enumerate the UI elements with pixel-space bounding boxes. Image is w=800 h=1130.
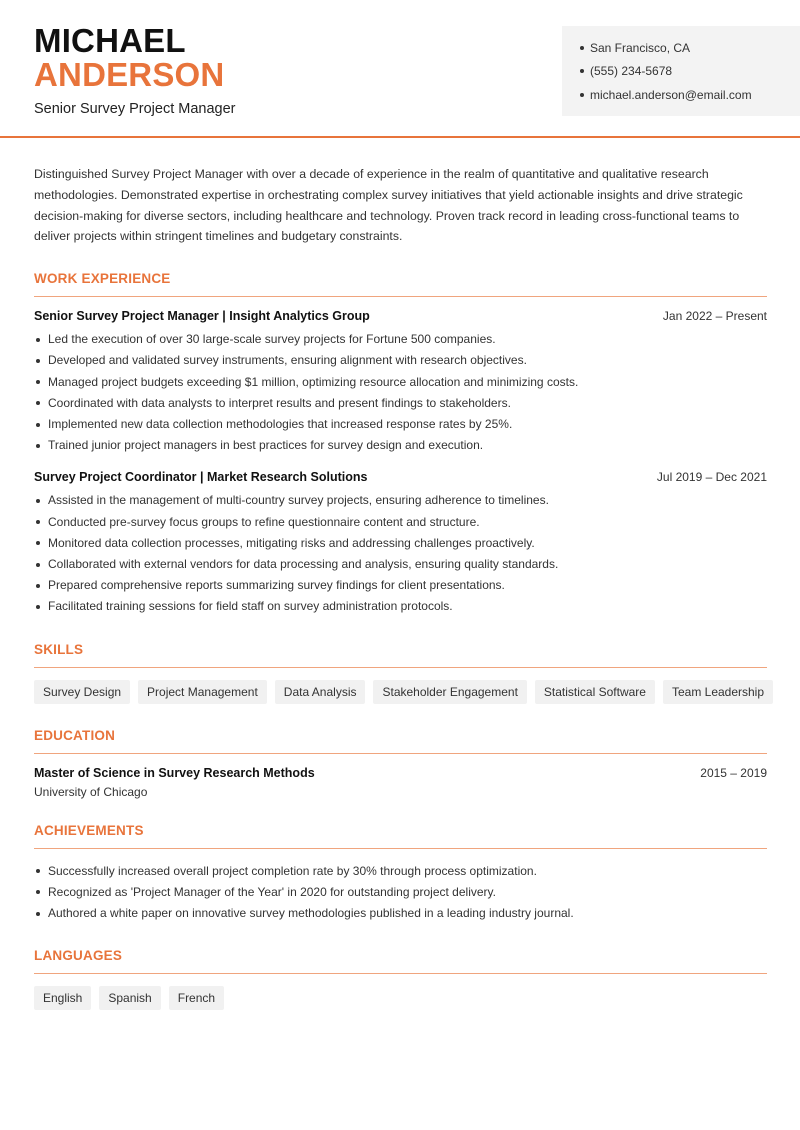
- skill-tag: Data Analysis: [275, 680, 366, 704]
- list-item-text: Developed and validated survey instruments, ensuring alignment with research objectives.: [48, 353, 527, 368]
- skill-tag: Team Leadership: [663, 680, 773, 704]
- list-item-text: Authored a white paper on innovative survey methodologies published in a leading industry journal.: [48, 906, 574, 921]
- bullet-icon: [580, 69, 584, 73]
- languages-tags: [34, 986, 767, 1010]
- skill-tag: Survey Design: [34, 680, 130, 704]
- list-item: [34, 533, 767, 554]
- job-header: [34, 470, 767, 484]
- contact-location-text: San Francisco, CA: [590, 40, 691, 55]
- list-item: [34, 393, 767, 414]
- skills-heading: SKILLS: [34, 642, 767, 668]
- bullet-icon: [36, 869, 40, 873]
- education-dates: 2015 – 2019: [700, 765, 767, 780]
- resume-header: [0, 0, 800, 138]
- bullet-icon: [36, 912, 40, 916]
- bullet-icon: [36, 423, 40, 427]
- job-header: [34, 309, 767, 323]
- job-bullets: [34, 329, 767, 456]
- language-tag: French: [169, 986, 224, 1010]
- skills-tags: [34, 680, 767, 704]
- list-item-text: Assisted in the management of multi-country survey projects, ensuring adherence to timelines.: [48, 493, 549, 508]
- achievements-list: [34, 861, 767, 925]
- list-item: [34, 861, 767, 882]
- job-entry: [34, 470, 767, 617]
- list-item: [34, 490, 767, 511]
- job-title-line: Survey Project Coordinator | Market Research Solutions: [34, 470, 368, 485]
- languages-heading: LANGUAGES: [34, 948, 767, 974]
- language-tag: Spanish: [99, 986, 160, 1010]
- contact-box: [562, 26, 800, 116]
- contact-email-text: michael.anderson@email.com: [590, 87, 752, 102]
- list-item-text: Monitored data collection processes, mitigating risks and addressing challenges proactively.: [48, 535, 535, 550]
- skill-tag: Stakeholder Engagement: [373, 680, 526, 704]
- bullet-icon: [36, 541, 40, 545]
- job-entry: [34, 309, 767, 456]
- list-item-text: Managed project budgets exceeding $1 million, optimizing resource allocation and minimizing costs.: [48, 374, 579, 389]
- work-experience-heading: WORK EXPERIENCE: [34, 271, 767, 297]
- bullet-icon: [580, 46, 584, 50]
- resume-body: [34, 164, 767, 1010]
- list-item: [34, 435, 767, 456]
- list-item: [34, 882, 767, 903]
- list-item: [34, 414, 767, 435]
- contact-email: [580, 83, 800, 107]
- list-item-text: Coordinated with data analysts to interpret results and present findings to stakeholders.: [48, 395, 511, 410]
- skill-tag: Project Management: [138, 680, 267, 704]
- education-entry: [34, 766, 767, 799]
- bullet-icon: [36, 605, 40, 609]
- bullet-icon: [580, 93, 584, 97]
- bullet-icon: [36, 520, 40, 524]
- job-bullets: [34, 490, 767, 617]
- last-name: ANDERSON: [34, 56, 225, 93]
- education-school: University of Chicago: [34, 784, 148, 799]
- language-tag: English: [34, 986, 91, 1010]
- bullet-icon: [36, 359, 40, 363]
- skill-tag: Statistical Software: [535, 680, 655, 704]
- contact-phone: [580, 60, 800, 84]
- bullet-icon: [36, 890, 40, 894]
- achievements-heading: ACHIEVEMENTS: [34, 823, 767, 849]
- list-item-text: Successfully increased overall project completion rate by 30% through process optimization.: [48, 863, 537, 878]
- list-item: [34, 903, 767, 924]
- list-item-text: Prepared comprehensive reports summarizing survey findings for client presentations.: [48, 578, 505, 593]
- list-item: [34, 372, 767, 393]
- bullet-icon: [36, 401, 40, 405]
- job-title: Senior Survey Project Manager: [34, 101, 236, 117]
- list-item-text: Recognized as 'Project Manager of the Year' in 2020 for outstanding project delivery.: [48, 884, 496, 899]
- bullet-icon: [36, 444, 40, 448]
- list-item: [34, 575, 767, 596]
- education-heading: EDUCATION: [34, 728, 767, 754]
- name-block: [34, 24, 236, 117]
- job-dates: Jan 2022 – Present: [662, 309, 767, 324]
- list-item-text: Trained junior project managers in best practices for survey design and execution.: [48, 438, 484, 453]
- bullet-icon: [36, 338, 40, 342]
- job-dates: Jul 2019 – Dec 2021: [656, 470, 767, 485]
- list-item-text: Conducted pre-survey focus groups to refine questionnaire content and structure.: [48, 514, 480, 529]
- list-item: [34, 554, 767, 575]
- bullet-icon: [36, 563, 40, 567]
- education-degree: Master of Science in Survey Research Methods: [34, 765, 315, 780]
- first-name: MICHAEL: [34, 22, 186, 59]
- list-item: [34, 350, 767, 371]
- list-item-text: Led the execution of over 30 large-scale survey projects for Fortune 500 companies.: [48, 332, 496, 347]
- job-title-line: Senior Survey Project Manager | Insight Analytics Group: [34, 309, 370, 324]
- contact-phone-text: (555) 234-5678: [590, 64, 673, 79]
- list-item: [34, 512, 767, 533]
- list-item: [34, 596, 767, 617]
- contact-location: [580, 36, 800, 60]
- list-item-text: Facilitated training sessions for field staff on survey administration protocols.: [48, 599, 453, 614]
- bullet-icon: [36, 584, 40, 588]
- list-item-text: Collaborated with external vendors for data processing and analysis, ensuring quality standards.: [48, 557, 559, 572]
- list-item: [34, 329, 767, 350]
- summary: Distinguished Survey Project Manager with over a decade of experience in the realm of quantitative and qualitative research methodologies. Demonstrated expertise in orchestrating complex survey initiatives that yield actionable insights and drive strategic decision-making for diverse sectors, including healthcare and technology. Proven track record in leading cross-functional teams to deliver projects within stringent timelines and budgetary constraints.: [34, 167, 743, 244]
- bullet-icon: [36, 499, 40, 503]
- education-header: [34, 766, 767, 780]
- bullet-icon: [36, 380, 40, 384]
- list-item-text: Implemented new data collection methodologies that increased response rates by 25%.: [48, 417, 513, 431]
